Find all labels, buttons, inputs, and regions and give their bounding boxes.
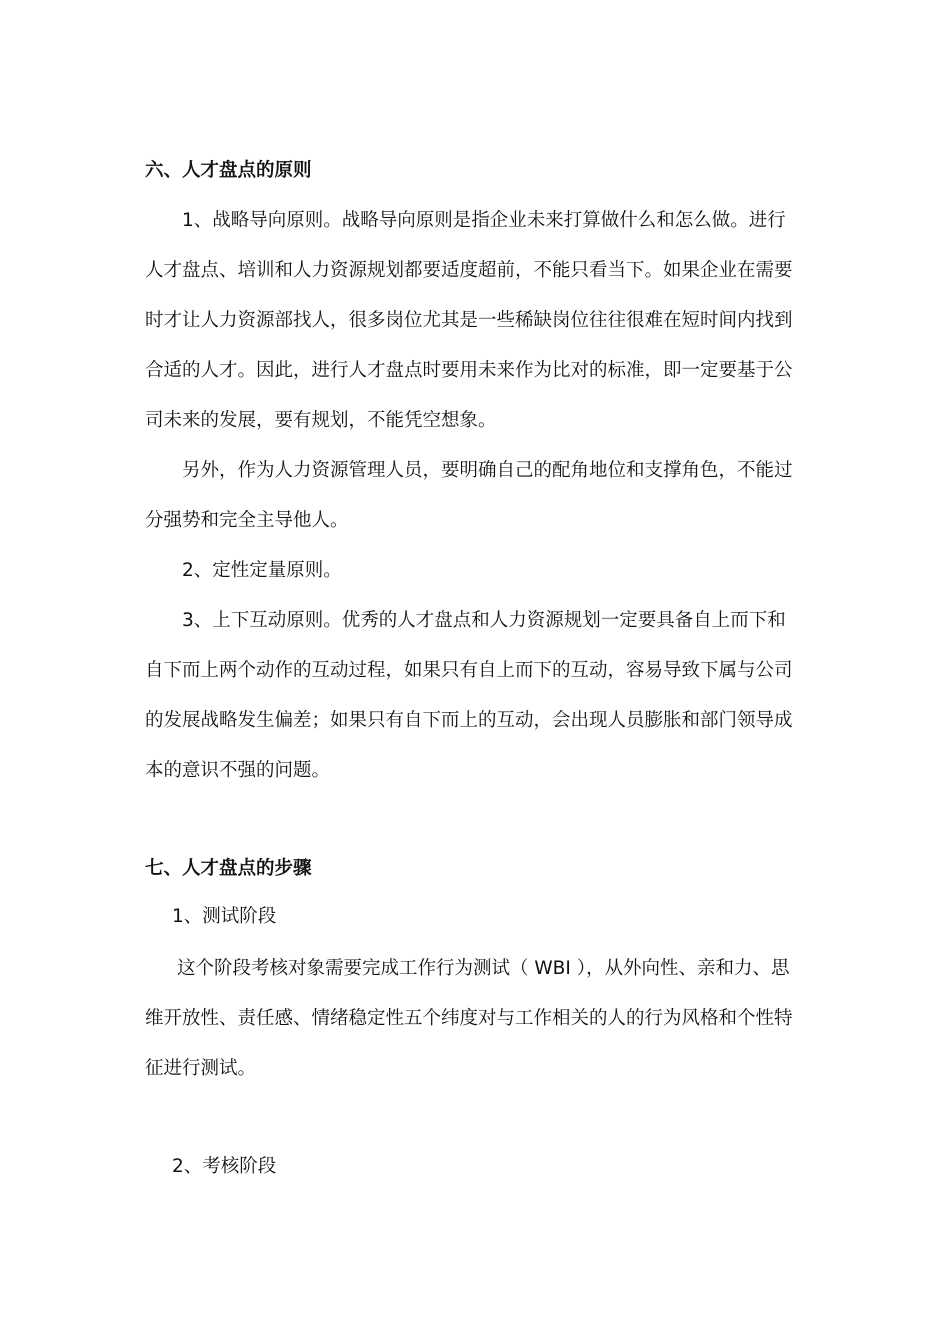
- text-line: 本的意识不强的问题。: [145, 760, 331, 781]
- step-1-paragraph: [145, 944, 809, 1094]
- principle-1-paragraph: [145, 196, 809, 446]
- text-line: 3、上下互动原则。优秀的人才盘点和人力资源规划一定要具备自上而下和: [182, 610, 786, 631]
- section-7-heading: 七、人才盘点的步骤: [145, 858, 312, 879]
- principle-1-note-paragraph: [145, 446, 809, 546]
- principle-2-paragraph: 2、定性定量原则。: [182, 560, 342, 581]
- step-1-title: 1、测试阶段: [172, 906, 277, 927]
- principle-3-paragraph: [145, 596, 809, 796]
- text-line: 征进行测试。: [145, 1058, 257, 1079]
- text-line: 司未来的发展，要有规划，不能凭空想象。: [145, 410, 497, 431]
- text-line: 这个阶段考核对象需要完成工作行为测试（ WBI ），从外向性、亲和力、思: [177, 958, 790, 979]
- section-6-heading: 六、人才盘点的原则: [145, 160, 312, 181]
- text-line: 的发展战略发生偏差；如果只有自下而上的互动，会出现人员膨胀和部门领导成: [145, 710, 793, 731]
- text-line: 人才盘点、培训和人力资源规划都要适度超前，不能只看当下。如果企业在需要: [145, 260, 793, 281]
- text-line: 1、战略导向原则。战略导向原则是指企业未来打算做什么和怎么做。进行: [182, 210, 786, 231]
- text-line: 分强势和完全主导他人。: [145, 510, 349, 531]
- text-line: 时才让人力资源部找人，很多岗位尤其是一些稀缺岗位往往很难在短时间内找到: [145, 310, 793, 331]
- step-2-title: 2、考核阶段: [172, 1156, 277, 1177]
- text-line: 合适的人才。因此，进行人才盘点时要用未来作为比对的标准，即一定要基于公: [145, 360, 793, 381]
- text-line: 另外，作为人力资源管理人员，要明确自己的配角地位和支撑角色，不能过: [182, 460, 793, 481]
- text-line: 维开放性、责任感、情绪稳定性五个纬度对与工作相关的人的行为风格和个性特: [145, 1008, 793, 1029]
- text-line: 自下而上两个动作的互动过程，如果只有自上而下的互动，容易导致下属与公司: [145, 660, 793, 681]
